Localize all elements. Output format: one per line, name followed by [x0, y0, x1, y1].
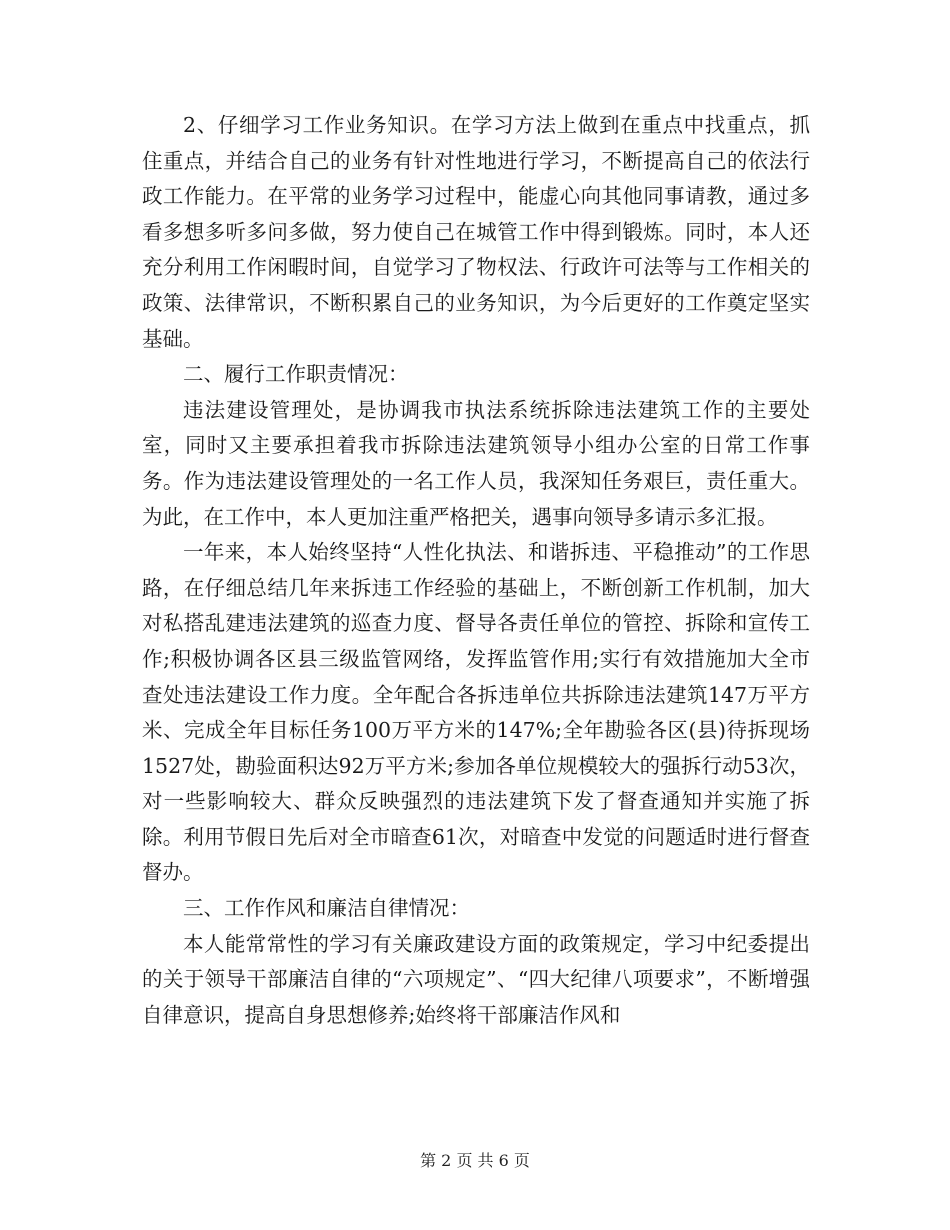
paragraph-integrity: 本人能常常性的学习有关廉政建设方面的政策规定，学习中纪委提出的关于领导干部廉洁自律的“六项规定”、“四大纪律八项要求”，不断增强自律意识，提高自身思想修养;始终将干部廉洁作风和 [142, 931, 810, 1027]
section-heading-duties: 二、履行工作职责情况： [183, 362, 409, 387]
paragraph-annual-work: 一年来，本人始终坚持“人性化执法、和谐拆违、平稳推动”的工作思路，在仔细总结几年来拆违工作经验的基础上，不断创新工作机制，加大对私搭乱建违法建筑的巡查力度、督导各责任单位的管控、拆除和宣传工作;积极协调各区县三级监管网络，发挥监管作用;实行有效措施加大全市查处违法建设工作力度。全年配合各拆违单位共拆除违法建筑147万平方米、完成全年目标任务100万平方米的147%;全年勘验各区(县)待拆现场1527处，勘验面积达92万平方米;参加各单位规模较大的强拆行动53次，对一些影响较大、群众反映强烈的违法建筑下发了督查通知并实施了拆除。利用节假日先后对全市暗查61次，对暗查中发觉的问题适时进行督查督办。 [142, 540, 810, 885]
page-number-footer: 第 2 页 共 6 页 [420, 1151, 530, 1170]
paragraph-study-knowledge: 2、仔细学习工作业务知识。在学习方法上做到在重点中找重点，抓住重点，并结合自己的业务有针对性地进行学习，不断提高自己的依法行政工作能力。在平常的业务学习过程中，能虚心向其他同事请教，通过多看多想多听多问多做，努力使自己在城管工作中得到锻炼。同时，本人还充分利用工作闲暇时间，自觉学习了物权法、行政许可法等与工作相关的政策、法律常识，不断积累自己的业务知识，为今后更好的工作奠定坚实基础。 [142, 113, 810, 351]
document-body [142, 108, 810, 1033]
section-heading-integrity: 三、工作作风和廉洁自律情况： [183, 896, 470, 921]
paragraph-office-role: 违法建设管理处，是协调我市执法系统拆除违法建筑工作的主要处室，同时又主要承担着我市拆除违法建筑领导小组办公室的日常工作事务。作为违法建设管理处的一名工作人员，我深知任务艰巨，责任重大。为此，在工作中，本人更加注重严格把关，遇事向领导多请示多汇报。 [142, 397, 810, 529]
